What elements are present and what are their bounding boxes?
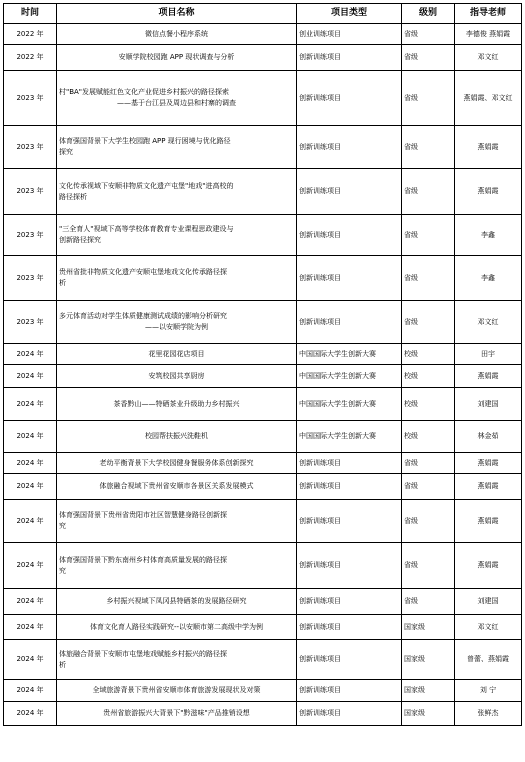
cell-project-type: 创新训练项目: [297, 71, 402, 126]
cell-year: 2024 年: [4, 453, 57, 474]
cell-project-type: 创新训练项目: [297, 256, 402, 301]
cell-project-type: 创新训练项目: [297, 45, 402, 71]
table-row: [4, 640, 522, 680]
cell-advisor: 邓文红: [455, 301, 522, 344]
cell-year: 2024 年: [4, 344, 57, 365]
table-row: [4, 453, 522, 474]
table-row: [4, 71, 522, 126]
cell-advisor: 张鲜杰: [455, 702, 522, 726]
projects-table: [3, 3, 522, 726]
project-name-line: 究: [59, 566, 66, 575]
cell-project-type: 创新训练项目: [297, 169, 402, 215]
cell-level: 省级: [402, 500, 455, 543]
cell-level: 省级: [402, 453, 455, 474]
cell-project-name: [57, 500, 297, 543]
table-row: [4, 169, 522, 215]
project-name-line: 茶香黔山——特硒茶业升级助力乡村振兴: [113, 399, 240, 408]
project-name-line: 全域旅游背景下贵州省安顺市体育旅游发展现状及对策: [92, 686, 261, 694]
project-name-line: 析: [59, 279, 66, 287]
cell-advisor: 燕娟霞: [455, 500, 522, 543]
table-row: [4, 615, 522, 640]
cell-advisor: 邓文红: [455, 45, 522, 71]
project-name-line: 体育强国背景下贵州省贵阳市社区智慧健身路径创新探: [59, 511, 227, 519]
cell-level: 省级: [402, 126, 455, 169]
cell-year: 2024 年: [4, 365, 57, 388]
cell-year: 2023 年: [4, 169, 57, 215]
cell-level: 国家级: [402, 702, 455, 726]
table-row: [4, 365, 522, 388]
project-name-line: ——基于台江县及周边县和村寨的调查: [117, 99, 236, 107]
cell-year: 2024 年: [4, 615, 57, 640]
cell-project-name: [57, 680, 297, 702]
table-body: [4, 24, 522, 726]
cell-level: 省级: [402, 71, 455, 126]
project-name-line: 老幼平衡背景下大学校园健身餐服务体系创新探究: [99, 458, 254, 467]
cell-project-name: [57, 388, 297, 421]
project-name-line: 安顺学院校园跑 APP 现状调查与分析: [118, 53, 235, 61]
table-row: [4, 680, 522, 702]
cell-advisor: 田宇: [455, 344, 522, 365]
project-name-line: 究: [59, 522, 66, 530]
cell-project-type: 创新训练项目: [297, 474, 402, 500]
cell-level: 省级: [402, 169, 455, 215]
project-name-line: 体育强国背景下大学生校园跑 APP 现行困境与优化路径: [59, 137, 231, 145]
table-row: [4, 215, 522, 256]
cell-advisor: 李德俊 燕娟霞: [455, 24, 522, 45]
cell-project-type: 创新训练项目: [297, 215, 402, 256]
project-name-line: 体育文化育人路径实践研究--以安顺市第二高级中学为例: [89, 622, 264, 631]
cell-project-name: [57, 474, 297, 500]
project-name-line: 体育强国背景下黔东南州乡村体育高质量发展的路径探: [59, 555, 227, 564]
project-name-line: 体旅融合背景下安顺市屯堡地戏赋能乡村振兴的路径探: [59, 649, 227, 658]
cell-project-name: [57, 24, 297, 45]
cell-advisor: 李鑫: [455, 256, 522, 301]
cell-project-type: 创新训练项目: [297, 680, 402, 702]
cell-project-name: [57, 45, 297, 71]
cell-level: 国家级: [402, 640, 455, 680]
table-row: [4, 474, 522, 500]
cell-advisor: 燕娟霞: [455, 169, 522, 215]
cell-project-name: [57, 365, 297, 388]
cell-project-type: 创新训练项目: [297, 640, 402, 680]
project-name-line: ——以安顺学院为例: [145, 323, 208, 331]
project-name-line: 花里花园花店项目: [148, 349, 205, 358]
cell-project-name: [57, 702, 297, 726]
cell-year: 2023 年: [4, 301, 57, 344]
cell-year: 2023 年: [4, 126, 57, 169]
header-level: 级别: [402, 4, 455, 24]
table-row: [4, 24, 522, 45]
cell-advisor: 刘建国: [455, 388, 522, 421]
cell-project-name: [57, 301, 297, 344]
cell-level: 省级: [402, 589, 455, 615]
cell-advisor: 刘 宁: [455, 680, 522, 702]
cell-advisor: 燕娟霞: [455, 453, 522, 474]
cell-year: 2024 年: [4, 543, 57, 589]
cell-advisor: 燕娟霞: [455, 365, 522, 388]
cell-level: 省级: [402, 474, 455, 500]
table-header-row: [4, 4, 522, 24]
table-row: [4, 256, 522, 301]
project-name-line: 乡村振兴视域下凤冈县特硒茶的发展路径研究: [106, 597, 247, 605]
table-row: [4, 543, 522, 589]
table-row: [4, 500, 522, 543]
cell-project-type: 创新训练项目: [297, 702, 402, 726]
table-row: [4, 301, 522, 344]
cell-project-name: [57, 615, 297, 640]
project-name-line: 文化传承视域下安顺非物质文化遗产屯堡"地戏"进高校的: [59, 181, 234, 190]
project-name-line: "三全育人"视域下高等学校体育教育专业课程思政建设与: [59, 225, 234, 233]
cell-project-name: [57, 543, 297, 589]
cell-project-name: [57, 589, 297, 615]
cell-level: 校级: [402, 388, 455, 421]
table-row: [4, 126, 522, 169]
cell-year: 2022 年: [4, 45, 57, 71]
cell-level: 国家级: [402, 615, 455, 640]
cell-year: 2024 年: [4, 388, 57, 421]
cell-project-name: [57, 71, 297, 126]
cell-year: 2023 年: [4, 71, 57, 126]
project-name-line: 路径探析: [59, 192, 87, 201]
cell-project-name: [57, 344, 297, 365]
project-name-line: 体旅融合视域下贵州省安顺市各景区关系发展模式: [99, 482, 254, 490]
cell-level: 校级: [402, 365, 455, 388]
cell-project-type: 创新训练项目: [297, 500, 402, 543]
project-name-line: 析: [59, 660, 66, 669]
cell-year: 2024 年: [4, 702, 57, 726]
project-name-line: 安筑校园共享厨房: [148, 371, 205, 380]
project-name-line: 多元体育活动对学生体质健康测试成绩的影响分析研究: [59, 312, 227, 320]
cell-project-type: 中国国际大学生创新大赛: [297, 388, 402, 421]
cell-advisor: 刘建国: [455, 589, 522, 615]
cell-advisor: 李鑫: [455, 215, 522, 256]
cell-advisor: 曾蕾、燕娟霞: [455, 640, 522, 680]
cell-year: 2024 年: [4, 589, 57, 615]
cell-project-type: 中国国际大学生创新大赛: [297, 421, 402, 453]
cell-year: 2023 年: [4, 215, 57, 256]
cell-level: 省级: [402, 543, 455, 589]
project-name-line: 校园帮扶振兴洗鞋机: [145, 432, 208, 440]
cell-year: 2022 年: [4, 24, 57, 45]
cell-advisor: 林金茹: [455, 421, 522, 453]
cell-level: 校级: [402, 421, 455, 453]
table-row: [4, 388, 522, 421]
header-project-type: 项目类型: [297, 4, 402, 24]
cell-year: 2023 年: [4, 256, 57, 301]
cell-advisor: 燕娟霞: [455, 474, 522, 500]
project-name-line: 微信点餐小程序系统: [145, 29, 208, 38]
cell-project-type: 创新训练项目: [297, 301, 402, 344]
cell-project-type: 创新训练项目: [297, 615, 402, 640]
project-name-line: 村"BA"发展赋能红色文化产业促进乡村振兴的路径探索: [59, 88, 230, 96]
project-name-line: 创新路径探究: [59, 236, 101, 244]
cell-advisor: 燕娟霞: [455, 126, 522, 169]
cell-project-name: [57, 453, 297, 474]
cell-project-type: 创新训练项目: [297, 543, 402, 589]
table-row: [4, 344, 522, 365]
cell-level: 省级: [402, 24, 455, 45]
cell-advisor: 邓文红: [455, 615, 522, 640]
cell-level: 国家级: [402, 680, 455, 702]
project-name-line: 贵州省旅游振兴大背景下"黔滋味"产品推销设想: [103, 709, 250, 717]
cell-year: 2024 年: [4, 680, 57, 702]
cell-level: 省级: [402, 301, 455, 344]
cell-level: 省级: [402, 256, 455, 301]
cell-project-name: [57, 169, 297, 215]
table-row: [4, 45, 522, 71]
cell-level: 省级: [402, 45, 455, 71]
table-row: [4, 421, 522, 453]
cell-project-type: 创业训练项目: [297, 24, 402, 45]
cell-project-type: 中国国际大学生创新大赛: [297, 344, 402, 365]
table-row: [4, 702, 522, 726]
cell-level: 校级: [402, 344, 455, 365]
cell-project-name: [57, 126, 297, 169]
cell-advisor: 燕娟霞: [455, 543, 522, 589]
project-name-line: 贵州省批非物质文化遗产安顺屯堡地戏文化传承路径探: [59, 268, 227, 276]
cell-project-type: 创新训练项目: [297, 453, 402, 474]
cell-project-type: 创新训练项目: [297, 589, 402, 615]
cell-level: 省级: [402, 215, 455, 256]
cell-year: 2024 年: [4, 640, 57, 680]
cell-project-name: [57, 215, 297, 256]
cell-year: 2024 年: [4, 500, 57, 543]
cell-year: 2024 年: [4, 474, 57, 500]
table-row: [4, 589, 522, 615]
header-advisor: 指导老师: [455, 4, 522, 24]
cell-project-name: [57, 640, 297, 680]
cell-project-name: [57, 256, 297, 301]
cell-project-type: 中国国际大学生创新大赛: [297, 365, 402, 388]
header-project-name: 项目名称: [57, 4, 297, 24]
cell-year: 2024 年: [4, 421, 57, 453]
cell-project-type: 创新训练项目: [297, 126, 402, 169]
cell-advisor: 燕娟霞、邓文红: [455, 71, 522, 126]
cell-project-name: [57, 421, 297, 453]
header-time: 时间: [4, 4, 57, 24]
project-name-line: 探究: [59, 148, 73, 156]
